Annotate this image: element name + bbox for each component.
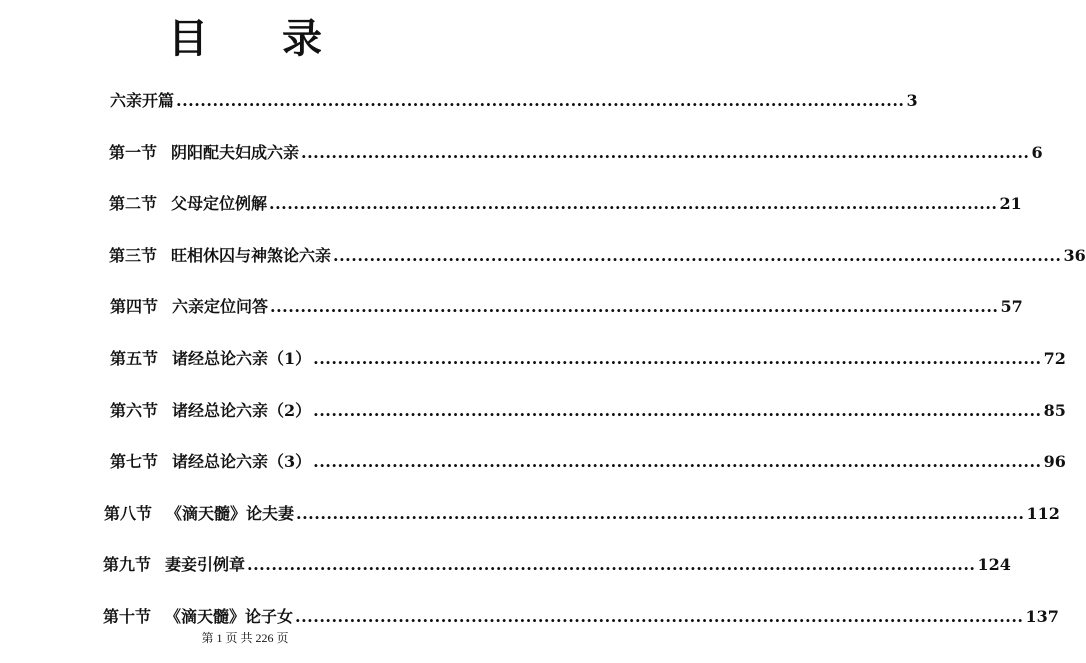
toc-entry: [103, 606, 1059, 628]
footer-total-pages: 226: [255, 631, 274, 645]
toc-page-number: 72: [1043, 349, 1066, 368]
toc-dot-leader: ........................................................................................................................: [313, 401, 1042, 420]
toc-dot-leader: ........................................................................................................................: [270, 297, 999, 316]
toc-dot-leader: ........................................................................................................................: [296, 504, 1025, 523]
toc-section-title: 诸经总论六亲（3）: [172, 452, 312, 471]
toc-page-number: 3: [906, 91, 918, 110]
toc-section-number: 第十节: [103, 607, 152, 626]
toc-section-title: 六亲定位问答: [172, 297, 269, 316]
toc-page-number: 96: [1043, 452, 1066, 471]
toc-entry: [110, 296, 1023, 318]
toc-page-number: 124: [977, 555, 1011, 574]
toc-section-number: 第三节: [109, 246, 158, 265]
footer-suffix: 页: [276, 631, 289, 645]
toc-entry: [104, 503, 1060, 525]
toc-section-title: 诸经总论六亲（2）: [172, 401, 312, 420]
toc-page-number: 21: [999, 194, 1022, 213]
toc-page-number: 6: [1031, 143, 1043, 162]
toc-section-number: 第六节: [110, 401, 159, 420]
toc-dot-leader: ........................................................................................................................: [301, 143, 1030, 162]
toc-entry: [110, 90, 918, 112]
toc-dot-leader: ........................................................................................................................: [333, 246, 1062, 265]
toc-dot-leader: ........................................................................................................................: [313, 452, 1042, 471]
toc-entry: [109, 193, 1022, 215]
toc-dot-leader: ........................................................................................................................: [295, 607, 1024, 626]
toc-section-title: 妻妾引例章: [165, 555, 246, 574]
toc-section-title: 诸经总论六亲（1）: [172, 349, 312, 368]
toc-section-number: 第七节: [110, 452, 159, 471]
toc-page-number: 85: [1043, 401, 1066, 420]
footer-prefix: 第: [201, 631, 214, 645]
toc-section-number: 第四节: [110, 297, 159, 316]
toc-entry: [109, 245, 1086, 267]
toc-entry: [109, 142, 1043, 164]
toc-dot-leader: ........................................................................................................................: [247, 555, 976, 574]
toc-section-title: 《滴天髓》论子女: [165, 607, 294, 626]
toc-page-number: 137: [1025, 607, 1059, 626]
toc-dot-leader: ........................................................................................................................: [269, 194, 998, 213]
toc-section-title: 旺相休囚与神煞论六亲: [171, 246, 332, 265]
toc-entry: [103, 554, 1011, 576]
toc-section-number: 第二节: [109, 194, 158, 213]
toc-dot-leader: ........................................................................................................................: [313, 349, 1042, 368]
page-title: 目 录: [168, 15, 352, 62]
footer-current-page: 1: [216, 631, 223, 645]
toc-section-number: 第一节: [109, 143, 158, 162]
toc-dot-leader: ........................................................................................................................: [176, 91, 905, 110]
toc-entry: [110, 400, 1066, 422]
toc-page-number: 112: [1026, 504, 1060, 523]
toc-section-title: 阴阳配夫妇成六亲: [171, 143, 300, 162]
toc-section-title: 父母定位例解: [171, 194, 268, 213]
toc-page-number: 36: [1063, 246, 1086, 265]
page-footer: [0, 630, 490, 646]
toc-section-number: 第五节: [110, 349, 159, 368]
footer-middle: 页 共: [225, 631, 253, 645]
toc-entry: [110, 348, 1066, 370]
toc-entry: [110, 451, 1066, 473]
toc-section-title: 六亲开篇: [110, 91, 175, 110]
toc-section-number: 第九节: [103, 555, 152, 574]
toc-page-number: 57: [1000, 297, 1023, 316]
toc-section-number: 第八节: [104, 504, 153, 523]
toc-section-title: 《滴天髓》论夫妻: [166, 504, 295, 523]
